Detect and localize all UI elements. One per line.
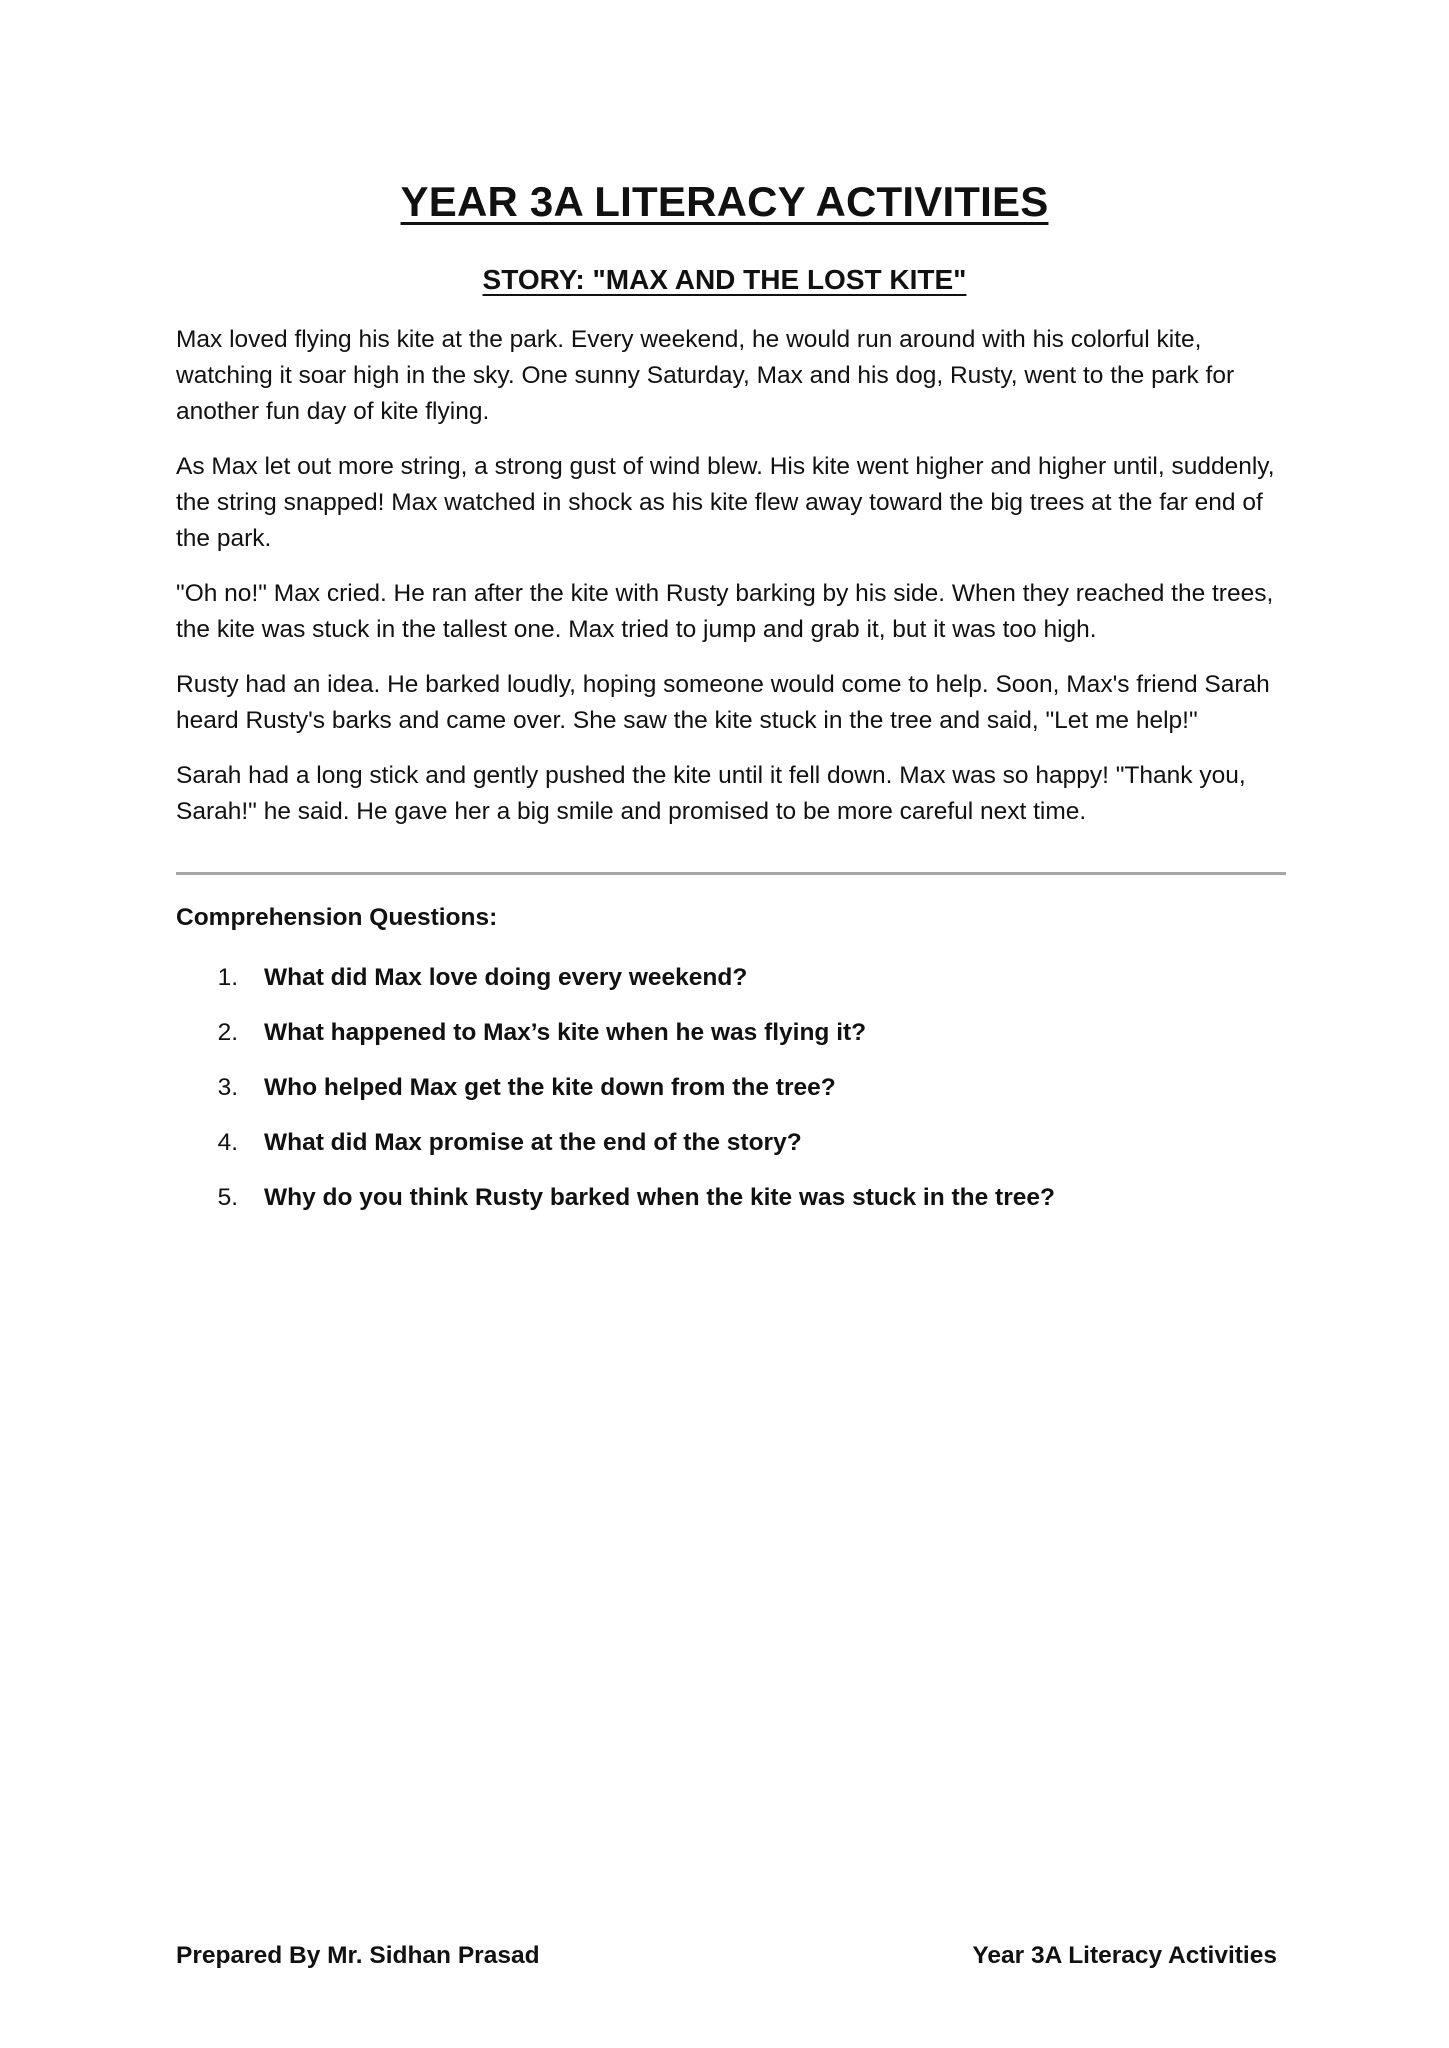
question-text: What did Max promise at the end of the story? [264,1129,802,1156]
question-item [176,1072,1276,1127]
story-paragraph: Sarah had a long stick and gently pushed the kite until it fell down. Max was so happy! "Thank you, Sarah!" he said. He gave her a big smile and promised to be more careful next time. [176,762,1246,825]
question-number: 1. [217,964,238,991]
question-text: What happened to Max’s kite when he was flying it? [264,1019,867,1046]
story-title: STORY: "MAX AND THE LOST KITE" [482,264,967,295]
question-number: 3. [217,1074,238,1101]
story-paragraph: Rusty had an idea. He barked loudly, hoping someone would come to help. Soon, Max's friend Sarah heard Rusty's barks and came over. She saw the kite stuck in the tree and said, "Let me help!" [176,671,1270,734]
story-paragraph: "Oh no!" Max cried. He ran after the kite with Rusty barking by his side. When they reached the trees, the kite was stuck in the tallest one. Max tried to jump and grab it, but it was too high. [176,580,1274,643]
question-number: 4. [217,1129,238,1156]
footer-author: Prepared By Mr. Sidhan Prasad [176,1942,540,1969]
question-item [176,1127,1276,1182]
story-paragraph: Max loved flying his kite at the park. Every weekend, he would run around with his colorful kite, watching it soar high in the sky. One sunny Saturday, Max and his dog, Rusty, went to the park for another fun day of kite flying. [176,326,1235,425]
question-item [176,1182,1276,1237]
story-paragraph: As Max let out more string, a strong gust of wind blew. His kite went higher and higher until, suddenly, the string snapped! Max watched in shock as his kite flew away toward the big trees at the far end of the park. [176,453,1275,552]
footer-document-title: Year 3A Literacy Activities [972,1942,1277,1969]
question-number: 5. [217,1184,238,1211]
question-text: Who helped Max get the kite down from the tree? [264,1074,836,1101]
questions-list [176,962,1276,1237]
question-item [176,962,1276,1017]
question-item [176,1017,1276,1072]
story-body [176,322,1296,849]
section-divider [176,872,1286,875]
page-title: YEAR 3A LITERACY ACTIVITIES [400,178,1049,225]
question-text: Why do you think Rusty barked when the kite was stuck in the tree? [264,1184,1055,1211]
questions-heading: Comprehension Questions: [176,904,498,931]
question-text: What did Max love doing every weekend? [264,964,748,991]
question-number: 2. [217,1019,238,1046]
